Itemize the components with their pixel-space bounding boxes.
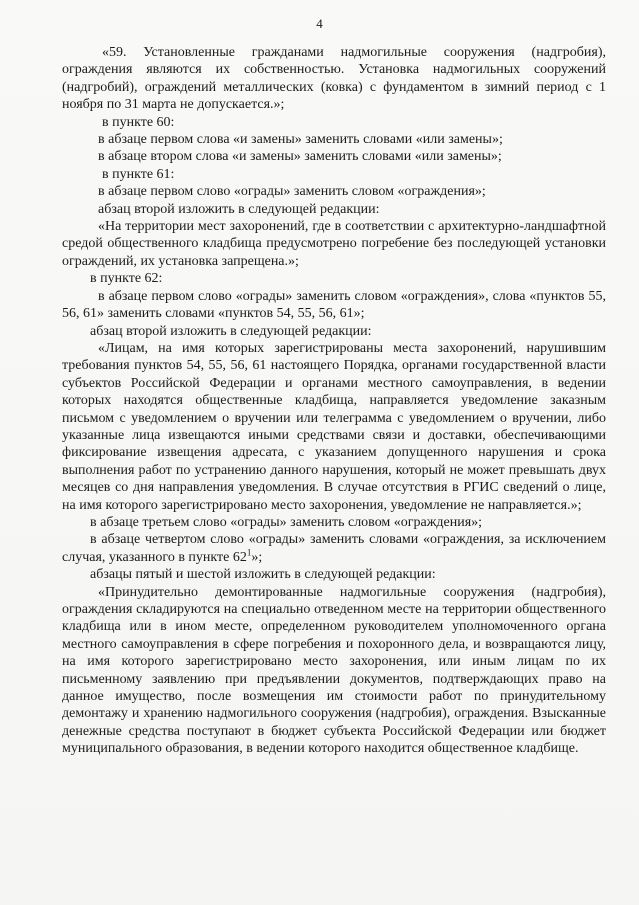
- paragraph-amend: [62, 531, 606, 566]
- paragraph-amend: в абзаце третьем слово «ограды» заменить словом «ограждения»;: [90, 514, 483, 530]
- paragraph-amend: в абзаце втором слова «и замены» заменить словами «или замены»;: [98, 149, 502, 165]
- paragraph-amend: абзац второй изложить в следующей редакции:: [90, 323, 372, 339]
- paragraph-point-62: в пункте 62:: [90, 271, 163, 287]
- paragraph-amend: в абзаце первом слова «и замены» заменить словами «или замены»;: [98, 132, 503, 148]
- paragraph-quote: «На территории мест захоронений, где в соответствии с архитектурно-ландшафтной средой общественного кладбища предусмотрено погребение без последующей установки ограждений, их установка запрещена.»;: [62, 219, 606, 269]
- paragraph-item-59: «59. Установленные гражданами надмогильные сооружения (надгробия), ограждения являются их собственностью. Установка надмогильных сооружений (надгробий), ограждений металлических (ковка) с фундаментом в зимний период с 1 ноября по 31 марта не допускается.»;: [62, 45, 606, 113]
- paragraph-amend: абзацы пятый и шестой изложить в следующей редакции:: [90, 567, 436, 583]
- paragraph-amend: в абзаце первом слово «ограды» заменить словом «ограждения», слова «пунктов 55, 56, 61» заменить словами «пунктов 54, 55, 56, 61»;: [62, 288, 606, 322]
- paragraph-quote: «Лицам, на имя которых зарегистрированы места захоронений, нарушившим требования пунктов 54, 55, 56, 61 настоящего Порядка, органами государственной власти субъектов Российской Федерации и органами местного самоуправления, в ведении которых находятся общественные кладбища, направляется уведомление заказным письмом с уведомлением о вручении или телеграмма с уведомлением о вручении, либо указанные лица извещаются иными средствами связи и доставки, обеспечивающими фиксирование извещения адресата, с указанием допущенного нарушения и срока выполнения работ по устранению данного нарушения, который не может превышать двух месяцев со дня направления уведомления. В случае отсутствия в РГИС сведений о лице, на имя которого зарегистрировано место захоронения, уведомление не направляется.»;: [62, 340, 606, 513]
- paragraph-quote: «Принудительно демонтированные надмогильные сооружения (надгробия), ограждения складируются на специально отведенном месте на территории общественного кладбища или в ином месте, определенном руководителем уполномоченного органа местного самоуправления в сфере погребения и похоронного дела, и возвращаются лицу, на имя которого зарегистрировано место захоронения, или иным лицам по их письменному заявлению при предъявлении документов, подтверждающих право на данное имущество, после возмещения им стоимости работ по принудительному демонтажу и хранению надмогильного сооружения (надгробия), ограждения. Взысканные денежные средства поступают в бюджет субъекта Российской Федерации или бюджет муниципального образования, в ведении которого находится общественное кладбище.: [62, 584, 606, 757]
- paragraph-amend: абзац второй изложить в следующей редакции:: [98, 201, 380, 217]
- document-body: [62, 44, 606, 758]
- paragraph-text: в абзаце четвертом слово «ограды» заменить словами «ограждения, за исключением случая, указанного в пункте 62: [62, 532, 606, 565]
- paragraph-amend: в абзаце первом слово «ограды» заменить словом «ограждения»;: [98, 184, 486, 200]
- superscript: 1: [246, 547, 252, 558]
- paragraph-point-60: в пункте 60:: [102, 114, 175, 130]
- page-number: 4: [316, 16, 323, 31]
- paragraph-tail: »;: [251, 549, 263, 565]
- paragraph-point-61: в пункте 61:: [102, 166, 175, 182]
